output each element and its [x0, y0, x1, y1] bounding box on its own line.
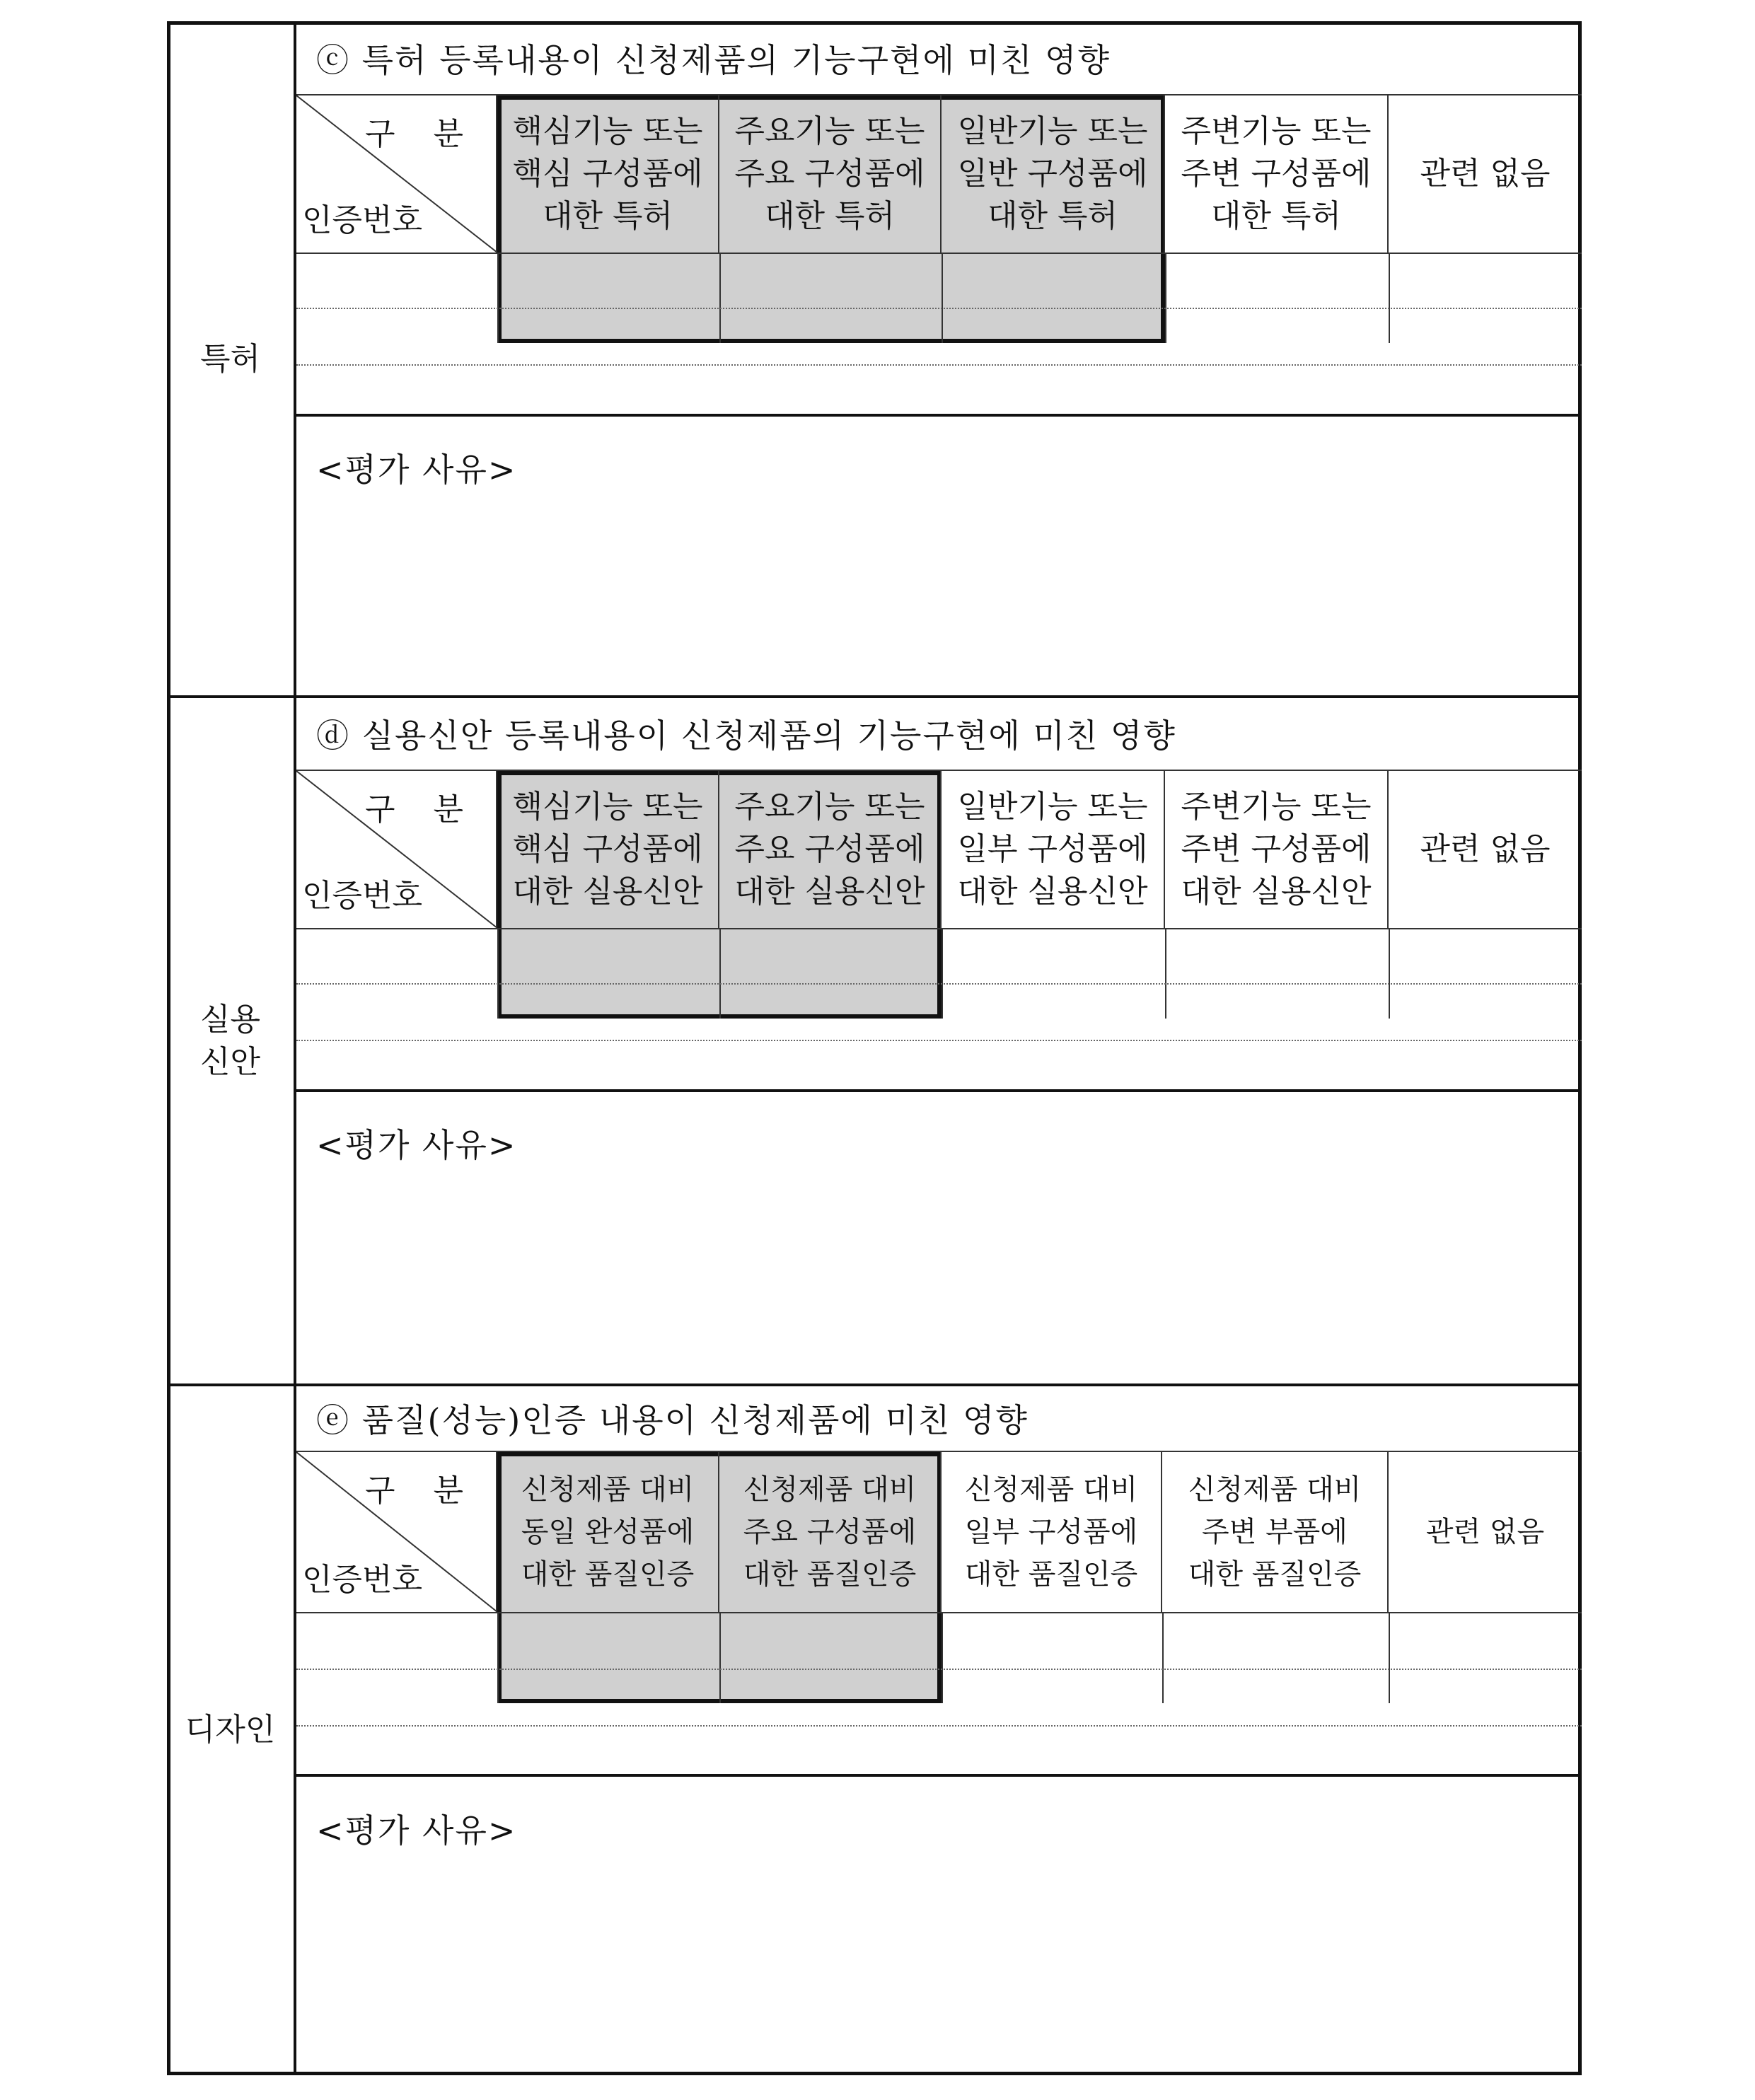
section-patent [167, 21, 1582, 697]
header-cell: 핵심기능 또는 핵심 구성품에 대한 특허 [497, 95, 719, 253]
header-cell: 신청제품 대비 일부 구성품에 대한 품질인증 [942, 1452, 1162, 1612]
section-content [296, 1385, 1582, 2075]
entry-row-divider [296, 308, 1582, 309]
diag-bottom-label: 인증번호 [302, 202, 423, 238]
diag-top-label: 구 분 [365, 1473, 477, 1509]
evaluation-grid [296, 95, 1582, 343]
diagonal-header [296, 1452, 497, 1612]
diagonal-header [296, 95, 497, 253]
section-content [296, 21, 1582, 697]
header-cell: 주변기능 또는 주변 구성품에 대한 실용신안 [1165, 771, 1389, 928]
diagonal-header [296, 771, 497, 928]
category-label: 특허 [167, 21, 296, 697]
evaluation-reason-label: <평가 사유> [316, 1811, 517, 1850]
evaluation-grid [296, 771, 1582, 1019]
header-cell: 관련 없음 [1425, 1516, 1545, 1548]
header-cell: 신청제품 대비 동일 완성품에 대한 품질인증 [497, 1452, 719, 1612]
evaluation-reason-label: <평가 사유> [316, 1126, 517, 1164]
category-label: 실용 신안 [167, 697, 296, 1385]
header-cell: 관련 없음 [1420, 831, 1551, 867]
header-cell: 신청제품 대비 주요 구성품에 대한 품질인증 [719, 1452, 942, 1612]
section-title: ⓓ 실용신안 등록내용이 신청제품의 기능구현에 미친 영향 [296, 697, 1582, 771]
diag-top-label: 구 분 [365, 116, 477, 152]
header-cell: 일반기능 또는 일부 구성품에 대한 실용신안 [942, 771, 1165, 928]
section-title: ⓒ 특허 등록내용이 신청제품의 기능구현에 미친 영향 [296, 21, 1582, 95]
header-cell: 일반기능 또는 일반 구성품에 대한 특허 [942, 95, 1165, 253]
section-utility-model [167, 697, 1582, 1385]
entry-row-divider [296, 983, 1582, 985]
header-cell: 주요기능 또는 주요 구성품에 대한 실용신안 [719, 771, 942, 928]
header-cell: 관련 없음 [1420, 156, 1551, 192]
header-cell: 주요기능 또는 주요 구성품에 대한 특허 [719, 95, 942, 253]
entry-row-divider [296, 1040, 1582, 1041]
header-cell: 주변기능 또는 주변 구성품에 대한 특허 [1165, 95, 1389, 253]
diag-bottom-label: 인증번호 [302, 1562, 423, 1598]
evaluation-reason-label: <평가 사유> [316, 451, 517, 489]
section-title: ⓔ 품질(성능)인증 내용이 신청제품에 미친 영향 [296, 1385, 1582, 1452]
entry-row-divider [296, 364, 1582, 366]
section-design [167, 1385, 1582, 2075]
entry-row-divider [296, 1725, 1582, 1727]
header-cell: 핵심기능 또는 핵심 구성품에 대한 실용신안 [497, 771, 719, 928]
category-label: 디자인 [167, 1385, 296, 2075]
evaluation-grid [296, 1452, 1582, 1703]
header-cell: 신청제품 대비 주변 부품에 대한 품질인증 [1162, 1452, 1389, 1612]
diag-top-label: 구 분 [365, 791, 477, 828]
diag-bottom-label: 인증번호 [302, 878, 423, 914]
section-content [296, 697, 1582, 1385]
entry-row-divider [296, 1669, 1582, 1670]
